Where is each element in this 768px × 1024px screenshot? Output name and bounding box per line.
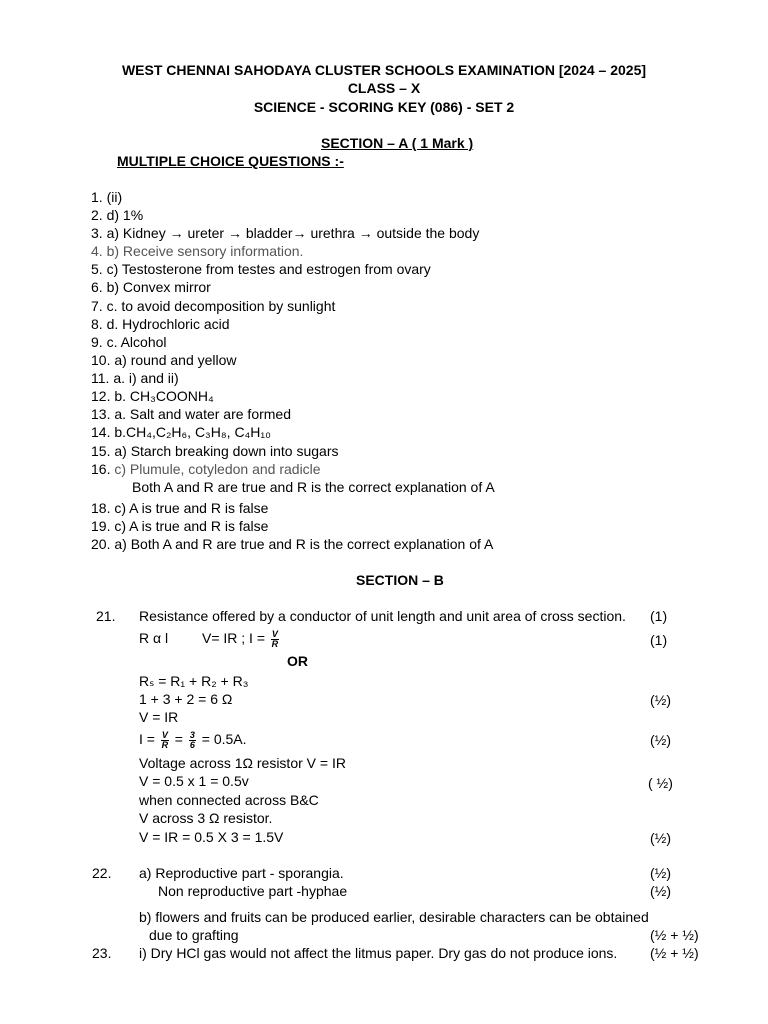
list-item: 18. c) A is true and R is false bbox=[91, 500, 269, 516]
mark-allocation: (½) bbox=[650, 692, 671, 708]
list-item: 12. b. CH₃COONH₄ bbox=[91, 388, 214, 404]
answer-line: V = IR = 0.5 X 3 = 1.5V bbox=[139, 829, 284, 845]
answer-line: V = IR bbox=[139, 709, 179, 725]
answer-line: when connected across B&C bbox=[139, 792, 319, 808]
list-item: 13. a. Salt and water are formed bbox=[91, 406, 292, 422]
question-number: 22. bbox=[92, 865, 112, 881]
answer-line: Voltage across 1Ω resistor V = IR bbox=[139, 755, 346, 771]
list-item: 9. c. Alcohol bbox=[91, 334, 167, 350]
fraction: $\frac{V}{R}$ bbox=[161, 730, 169, 750]
answer-line: i) Dry HCl gas would not affect the litmus paper. Dry gas do not produce ions. bbox=[139, 945, 618, 961]
mark-allocation: (½ + ½) bbox=[650, 927, 699, 943]
mark-allocation: (½) bbox=[650, 830, 671, 846]
section-a-subtitle: MULTIPLE CHOICE QUESTIONS :- bbox=[117, 153, 344, 169]
answer-line: 1 + 3 + 2 = 6 Ω bbox=[139, 691, 233, 707]
question-number: 23. bbox=[92, 945, 112, 961]
answer-line: due to grafting bbox=[149, 927, 239, 943]
list-item: 19. c) A is true and R is false bbox=[91, 518, 269, 534]
or-label: OR bbox=[287, 653, 308, 669]
answer-line: b) flowers and fruits can be produced earlier, desirable characters can be obtained bbox=[139, 909, 649, 925]
mark-allocation: (½) bbox=[650, 883, 671, 899]
list-item: 5. c) Testosterone from testes and estrogen from ovary bbox=[91, 261, 431, 277]
list-item: 16. c) Plumule, cotyledon and radicle bbox=[91, 461, 321, 477]
list-item: 3. a) Kidney → ureter → bladder→ urethra → outside the body bbox=[91, 225, 480, 241]
header-title: WEST CHENNAI SAHODAYA CLUSTER SCHOOLS EXAMINATION [2024 – 2025] bbox=[121, 62, 647, 78]
mark-allocation: (1) bbox=[650, 608, 668, 624]
answer-line: a) Reproductive part - sporangia. bbox=[139, 865, 344, 881]
list-item: 14. b.CH₄,C₂H₆, C₃H₈, C₄H₁₀ bbox=[91, 424, 271, 440]
list-item: 20. a) Both A and R are true and R is the correct explanation of A bbox=[91, 536, 494, 552]
mark-allocation: (½) bbox=[650, 865, 671, 881]
section-a-title: SECTION – A ( 1 Mark ) bbox=[321, 135, 474, 151]
answer-line: I = $\frac{V}{R}$ = $\frac{3}{6}$ = 0.5A. bbox=[139, 730, 247, 750]
mark-allocation: ( ½) bbox=[648, 775, 673, 791]
fraction: $\frac{3}{6}$ bbox=[189, 730, 195, 750]
list-item: 6. b) Convex mirror bbox=[91, 279, 211, 295]
list-item: 7. c. to avoid decomposition by sunlight bbox=[91, 298, 336, 314]
list-item: 8. d. Hydrochloric acid bbox=[91, 316, 230, 332]
section-b-title: SECTION – B bbox=[356, 572, 444, 588]
question-number: 21. bbox=[96, 608, 116, 624]
list-item: 10. a) round and yellow bbox=[91, 352, 237, 368]
header-class: CLASS – X bbox=[347, 80, 421, 96]
answer-line: V = 0.5 x 1 = 0.5v bbox=[139, 773, 249, 789]
answer-line: Non reproductive part -hyphae bbox=[158, 883, 348, 899]
list-item: 11. a. i) and ii) bbox=[91, 370, 179, 386]
list-item: Both A and R are true and R is the correct explanation of A bbox=[132, 479, 495, 495]
mark-allocation: (1) bbox=[650, 632, 668, 648]
answer-line: Rₛ = R₁ + R₂ + R₃ bbox=[139, 673, 249, 689]
mark-allocation: (½) bbox=[650, 732, 671, 748]
list-item: 1. (ii) bbox=[91, 189, 123, 205]
header-subject: SCIENCE - SCORING KEY (086) - SET 2 bbox=[253, 99, 515, 115]
list-item: 2. d) 1% bbox=[91, 207, 144, 223]
answer-line: R α l V= IR ; I = $\frac{V}{R}$ bbox=[139, 629, 279, 649]
mark-allocation: (½ + ½) bbox=[650, 945, 699, 961]
answer-line: Resistance offered by a conductor of unit length and unit area of cross section. bbox=[139, 608, 626, 624]
fraction: $\frac{V}{R}$ bbox=[271, 629, 279, 649]
list-item: 4. b) Receive sensory information. bbox=[91, 243, 304, 259]
list-item: 15. a) Starch breaking down into sugars bbox=[91, 443, 339, 459]
answer-line: V across 3 Ω resistor. bbox=[139, 810, 273, 826]
